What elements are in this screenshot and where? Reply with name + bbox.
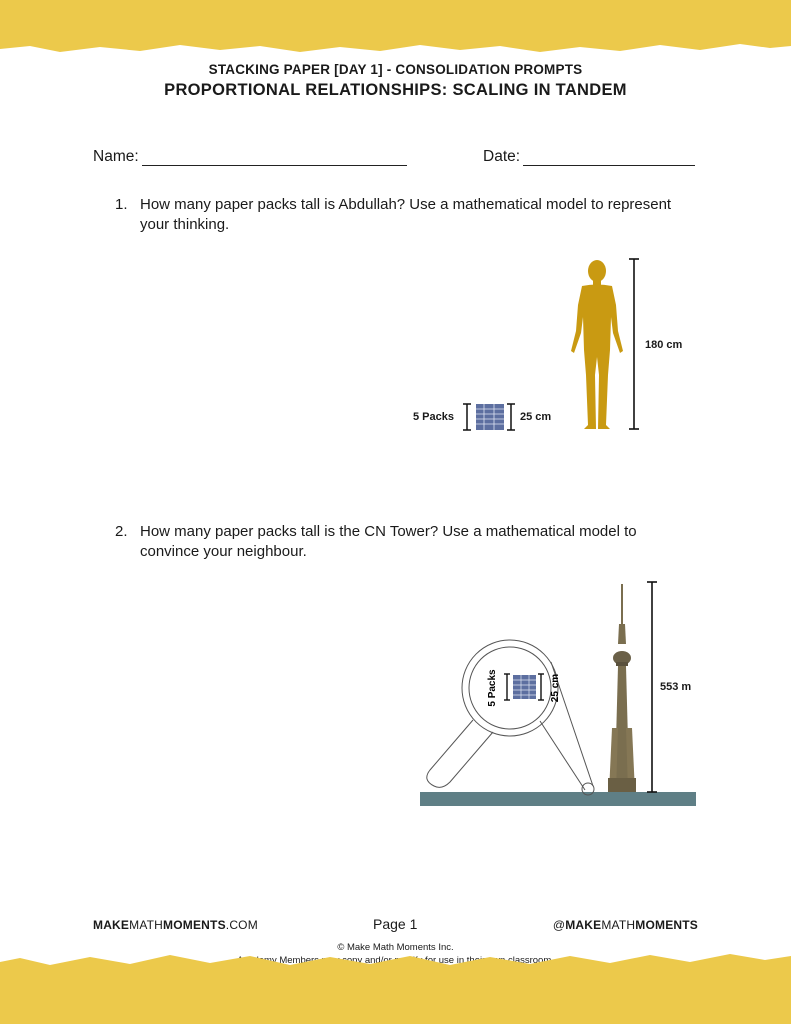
date-field[interactable] [483, 148, 695, 166]
site-part-3: MOMENTS [163, 918, 226, 932]
date-label: Date: [483, 148, 521, 165]
question-number: 2. [115, 523, 128, 540]
name-line[interactable] [142, 151, 407, 166]
handle-part-1: @ [552, 918, 566, 932]
top-yellow-band [0, 0, 791, 60]
handle-part-3: MATH [601, 918, 636, 932]
footer-website[interactable] [93, 918, 258, 932]
name-field[interactable] [93, 148, 407, 166]
name-label: Name: [93, 148, 139, 165]
lesson-title: PROPORTIONAL RELATIONSHIPS: SCALING IN TANDEM [164, 81, 627, 99]
handle-part-4: MOMENTS [635, 918, 698, 932]
site-part-1: MAKE [93, 918, 130, 932]
handle-part-2: MAKE [565, 918, 602, 932]
packs-label-magnified: 5 Packs [487, 669, 498, 707]
tower-height-bracket [647, 582, 657, 792]
question-1 [115, 195, 675, 235]
page-number: Page 1 [373, 916, 418, 932]
question-text: How many paper packs tall is the CN Tower? Use a mathematical model to convince your neighbour. [140, 523, 637, 560]
person-height-label: 180 cm [645, 339, 683, 351]
cn-tower-illustration [420, 578, 700, 810]
tower-height-label: 553 m [660, 681, 692, 693]
pack-height-label: 25 cm [520, 411, 552, 423]
site-part-4: .COM [225, 918, 258, 932]
question-2 [115, 522, 675, 562]
packs-label: 5 Packs [413, 411, 454, 423]
lesson-subtitle: STACKING PAPER [DAY 1] - CONSOLIDATION PROMPTS [208, 62, 583, 77]
pack-height-label-magnified: 25 cm [550, 673, 561, 703]
date-line[interactable] [523, 151, 695, 166]
water [420, 792, 696, 806]
header [0, 62, 791, 100]
bottom-yellow-band [0, 934, 791, 1024]
question-number: 1. [115, 196, 128, 213]
cn-tower [608, 584, 636, 792]
magnifier [427, 640, 594, 795]
site-part-2: MATH [129, 918, 164, 932]
question-text: How many paper packs tall is Abdullah? Use a mathematical model to represent your thinking. [140, 196, 672, 233]
footer-handle[interactable] [553, 918, 698, 932]
person-height-bracket [627, 258, 641, 430]
paper-stack-magnified [513, 675, 536, 699]
copyright-line: © Make Math Moments Inc. [337, 942, 454, 953]
paper-stack-small [462, 403, 516, 431]
